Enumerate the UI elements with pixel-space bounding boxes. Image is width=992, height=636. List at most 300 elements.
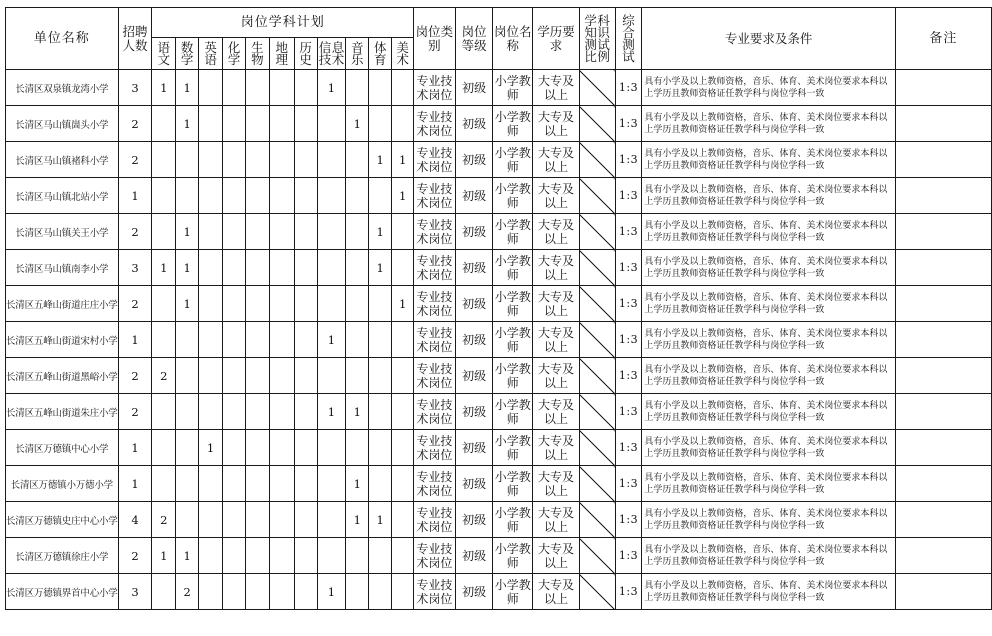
subject-count: 1	[369, 502, 392, 538]
subject-count	[294, 142, 317, 178]
subject-count	[294, 466, 317, 502]
subject-count	[245, 286, 269, 322]
subject-count	[245, 466, 269, 502]
subject-count	[269, 574, 294, 610]
header-subject: 语文	[152, 38, 176, 70]
subject-count	[152, 322, 176, 358]
post-level: 初级	[455, 430, 493, 466]
subject-count	[317, 178, 346, 214]
table-row	[6, 286, 992, 322]
remarks-cell	[895, 358, 991, 394]
subject-count: 1	[369, 142, 392, 178]
recruit-count: 1	[118, 178, 152, 214]
header-post-type: 岗位类别	[414, 8, 456, 70]
subject-count	[245, 394, 269, 430]
post-type: 专业技术岗位	[414, 394, 456, 430]
knowledge-ratio-empty	[579, 358, 615, 394]
education-requirement: 大专及以上	[533, 394, 580, 430]
recruit-count: 2	[118, 286, 152, 322]
recruit-count: 2	[118, 394, 152, 430]
table-row	[6, 502, 992, 538]
requirements-text: 具有小学及以上教师资格，音乐、体育、美术岗位要求本科以上学历且教师资格证任教学科与岗位学科一致	[642, 70, 895, 106]
subject-count	[223, 214, 246, 250]
table-row	[6, 430, 992, 466]
subject-count	[346, 250, 369, 286]
subject-count: 1	[369, 214, 392, 250]
knowledge-ratio-empty	[579, 142, 615, 178]
subject-count	[369, 70, 392, 106]
post-level: 初级	[455, 250, 493, 286]
remarks-cell	[895, 106, 991, 142]
post-level: 初级	[455, 106, 493, 142]
post-level: 初级	[455, 70, 493, 106]
subject-count	[346, 142, 369, 178]
test-ratio: 1:3	[615, 394, 642, 430]
subject-count	[152, 106, 176, 142]
header-post-name: 岗位名称	[493, 8, 533, 70]
recruit-count: 3	[118, 70, 152, 106]
education-requirement: 大专及以上	[533, 466, 580, 502]
remarks-cell	[895, 502, 991, 538]
school-name: 长清区万德镇小万德小学	[6, 466, 119, 502]
remarks-cell	[895, 538, 991, 574]
test-ratio: 1:3	[615, 322, 642, 358]
test-ratio: 1:3	[615, 70, 642, 106]
school-name: 长清区双泉镇龙湾小学	[6, 70, 119, 106]
remarks-cell	[895, 214, 991, 250]
remarks-cell	[895, 466, 991, 502]
test-ratio: 1:3	[615, 178, 642, 214]
subject-count: 1	[152, 250, 176, 286]
subject-count	[199, 502, 223, 538]
school-name: 长清区五峰山街道朱庄小学	[6, 394, 119, 430]
subject-count	[245, 430, 269, 466]
knowledge-ratio-empty	[579, 430, 615, 466]
subject-count	[392, 214, 414, 250]
subject-count: 1	[346, 394, 369, 430]
post-name: 小学教师	[493, 70, 533, 106]
subject-count	[346, 70, 369, 106]
knowledge-ratio-empty	[579, 286, 615, 322]
post-level: 初级	[455, 466, 493, 502]
subject-count: 1	[346, 106, 369, 142]
header-requirements: 专业要求及条件	[642, 8, 895, 70]
subject-count	[317, 106, 346, 142]
remarks-cell	[895, 430, 991, 466]
subject-count	[369, 466, 392, 502]
header-comprehensive-test: 综合测试	[615, 8, 642, 70]
subject-count	[346, 358, 369, 394]
subject-count	[199, 142, 223, 178]
education-requirement: 大专及以上	[533, 538, 580, 574]
test-ratio: 1:3	[615, 214, 642, 250]
subject-count	[369, 106, 392, 142]
knowledge-ratio-empty	[579, 502, 615, 538]
subject-count	[223, 178, 246, 214]
subject-count	[269, 322, 294, 358]
remarks-cell	[895, 394, 991, 430]
knowledge-ratio-empty	[579, 106, 615, 142]
table-row	[6, 394, 992, 430]
remarks-cell	[895, 322, 991, 358]
subject-count	[223, 358, 246, 394]
post-type: 专业技术岗位	[414, 106, 456, 142]
post-name: 小学教师	[493, 430, 533, 466]
requirements-text: 具有小学及以上教师资格，音乐、体育、美术岗位要求本科以上学历且教师资格证任教学科与岗位学科一致	[642, 358, 895, 394]
subject-count	[245, 538, 269, 574]
post-level: 初级	[455, 358, 493, 394]
header-subject: 生物	[245, 38, 269, 70]
requirements-text: 具有小学及以上教师资格，音乐、体育、美术岗位要求本科以上学历且教师资格证任教学科与岗位学科一致	[642, 178, 895, 214]
subject-count	[317, 286, 346, 322]
knowledge-ratio-empty	[579, 394, 615, 430]
subject-count	[199, 106, 223, 142]
subject-count	[199, 214, 223, 250]
table-row	[6, 178, 992, 214]
subject-count	[176, 430, 199, 466]
subject-count: 1	[392, 178, 414, 214]
subject-count	[317, 250, 346, 286]
subject-count	[346, 430, 369, 466]
subject-count	[199, 538, 223, 574]
table-row	[6, 466, 992, 502]
header-post-level: 岗位等级	[455, 8, 493, 70]
subject-count: 1	[152, 70, 176, 106]
subject-count	[223, 322, 246, 358]
requirements-text: 具有小学及以上教师资格，音乐、体育、美术岗位要求本科以上学历且教师资格证任教学科与岗位学科一致	[642, 466, 895, 502]
requirements-text: 具有小学及以上教师资格，音乐、体育、美术岗位要求本科以上学历且教师资格证任教学科与岗位学科一致	[642, 250, 895, 286]
test-ratio: 1:3	[615, 430, 642, 466]
recruit-count: 3	[118, 250, 152, 286]
post-type: 专业技术岗位	[414, 142, 456, 178]
table-body	[6, 70, 992, 610]
subject-count	[199, 178, 223, 214]
subject-count: 1	[176, 286, 199, 322]
knowledge-ratio-empty	[579, 70, 615, 106]
subject-count	[369, 574, 392, 610]
school-name: 长清区五峰山街道庄庄小学	[6, 286, 119, 322]
school-name: 长清区马山镇关王小学	[6, 214, 119, 250]
subject-count: 2	[176, 574, 199, 610]
post-level: 初级	[455, 142, 493, 178]
subject-count: 1	[199, 430, 223, 466]
subject-count	[199, 358, 223, 394]
recruit-count: 2	[118, 142, 152, 178]
education-requirement: 大专及以上	[533, 214, 580, 250]
post-level: 初级	[455, 502, 493, 538]
subject-count	[317, 430, 346, 466]
knowledge-ratio-empty	[579, 250, 615, 286]
subject-count	[346, 322, 369, 358]
header-recruit-count: 招聘人数	[118, 8, 152, 70]
post-level: 初级	[455, 286, 493, 322]
recruit-count: 2	[118, 106, 152, 142]
school-name: 长清区马山镇褚科小学	[6, 142, 119, 178]
header-knowledge-ratio: 学科知识测试比例	[579, 8, 615, 70]
header-unit-name: 单位名称	[6, 8, 119, 70]
post-name: 小学教师	[493, 394, 533, 430]
subject-count	[294, 286, 317, 322]
knowledge-ratio-empty	[579, 466, 615, 502]
post-type: 专业技术岗位	[414, 70, 456, 106]
subject-count: 1	[346, 502, 369, 538]
knowledge-ratio-empty	[579, 538, 615, 574]
subject-count	[294, 538, 317, 574]
remarks-cell	[895, 250, 991, 286]
subject-count: 2	[152, 502, 176, 538]
school-name: 长清区万德镇界首中心小学	[6, 574, 119, 610]
subject-count	[245, 70, 269, 106]
subject-count	[369, 358, 392, 394]
subject-count	[245, 574, 269, 610]
subject-count	[369, 430, 392, 466]
subject-count	[199, 322, 223, 358]
header-subject: 历史	[294, 38, 317, 70]
subject-count	[346, 538, 369, 574]
table-row	[6, 70, 992, 106]
post-level: 初级	[455, 538, 493, 574]
header-subject-plan: 岗位学科计划	[152, 8, 414, 38]
subject-count	[392, 502, 414, 538]
school-name: 长清区马山镇南李小学	[6, 250, 119, 286]
subject-count	[317, 214, 346, 250]
subject-count	[269, 250, 294, 286]
subject-count	[269, 142, 294, 178]
education-requirement: 大专及以上	[533, 178, 580, 214]
subject-count	[346, 214, 369, 250]
requirements-text: 具有小学及以上教师资格，音乐、体育、美术岗位要求本科以上学历且教师资格证任教学科与岗位学科一致	[642, 106, 895, 142]
subject-count	[223, 286, 246, 322]
subject-count	[269, 70, 294, 106]
post-type: 专业技术岗位	[414, 430, 456, 466]
subject-count	[369, 286, 392, 322]
subject-count	[369, 322, 392, 358]
education-requirement: 大专及以上	[533, 322, 580, 358]
recruit-count: 4	[118, 502, 152, 538]
subject-count	[223, 574, 246, 610]
subject-count: 1	[392, 286, 414, 322]
subject-count	[245, 214, 269, 250]
school-name: 长清区万德镇中心小学	[6, 430, 119, 466]
subject-count: 1	[317, 394, 346, 430]
subject-count	[223, 502, 246, 538]
subject-count	[294, 574, 317, 610]
requirements-text: 具有小学及以上教师资格，音乐、体育、美术岗位要求本科以上学历且教师资格证任教学科与岗位学科一致	[642, 430, 895, 466]
subject-count	[294, 322, 317, 358]
subject-count	[176, 142, 199, 178]
post-name: 小学教师	[493, 178, 533, 214]
knowledge-ratio-empty	[579, 214, 615, 250]
test-ratio: 1:3	[615, 250, 642, 286]
subject-count	[269, 214, 294, 250]
subject-count	[223, 538, 246, 574]
subject-count	[223, 70, 246, 106]
requirements-text: 具有小学及以上教师资格，音乐、体育、美术岗位要求本科以上学历且教师资格证任教学科与岗位学科一致	[642, 394, 895, 430]
table-row	[6, 322, 992, 358]
subject-count	[346, 286, 369, 322]
header-subject: 信息技术	[317, 38, 346, 70]
subject-count	[392, 358, 414, 394]
post-name: 小学教师	[493, 322, 533, 358]
subject-count	[199, 466, 223, 502]
subject-count	[152, 466, 176, 502]
table-row	[6, 214, 992, 250]
subject-count	[317, 358, 346, 394]
knowledge-ratio-empty	[579, 178, 615, 214]
post-level: 初级	[455, 394, 493, 430]
knowledge-ratio-empty	[579, 322, 615, 358]
post-type: 专业技术岗位	[414, 574, 456, 610]
subject-count	[152, 286, 176, 322]
post-name: 小学教师	[493, 250, 533, 286]
subject-count	[245, 142, 269, 178]
subject-count: 1	[176, 214, 199, 250]
subject-count	[294, 358, 317, 394]
post-level: 初级	[455, 574, 493, 610]
subject-count	[245, 250, 269, 286]
header-subject: 音乐	[346, 38, 369, 70]
subject-count	[294, 502, 317, 538]
table-row	[6, 106, 992, 142]
subject-count	[199, 250, 223, 286]
post-name: 小学教师	[493, 538, 533, 574]
subject-count: 1	[176, 70, 199, 106]
school-name: 长清区五峰山街道黑峪小学	[6, 358, 119, 394]
education-requirement: 大专及以上	[533, 142, 580, 178]
remarks-cell	[895, 286, 991, 322]
recruitment-table	[5, 7, 992, 610]
subject-count	[199, 394, 223, 430]
subject-count: 1	[346, 466, 369, 502]
header-subject: 地理	[269, 38, 294, 70]
requirements-text: 具有小学及以上教师资格，音乐、体育、美术岗位要求本科以上学历且教师资格证任教学科与岗位学科一致	[642, 574, 895, 610]
post-type: 专业技术岗位	[414, 286, 456, 322]
post-name: 小学教师	[493, 106, 533, 142]
subject-count	[176, 394, 199, 430]
table-row	[6, 358, 992, 394]
test-ratio: 1:3	[615, 538, 642, 574]
subject-count	[269, 466, 294, 502]
remarks-cell	[895, 178, 991, 214]
post-name: 小学教师	[493, 502, 533, 538]
post-type: 专业技术岗位	[414, 502, 456, 538]
recruitment-table-container	[5, 7, 992, 610]
education-requirement: 大专及以上	[533, 106, 580, 142]
subject-count	[269, 178, 294, 214]
subject-count	[294, 178, 317, 214]
post-name: 小学教师	[493, 466, 533, 502]
post-level: 初级	[455, 178, 493, 214]
subject-count	[245, 358, 269, 394]
subject-count: 2	[152, 358, 176, 394]
remarks-cell	[895, 142, 991, 178]
subject-count	[269, 286, 294, 322]
remarks-cell	[895, 574, 991, 610]
subject-count	[317, 466, 346, 502]
subject-count	[152, 214, 176, 250]
requirements-text: 具有小学及以上教师资格，音乐、体育、美术岗位要求本科以上学历且教师资格证任教学科与岗位学科一致	[642, 322, 895, 358]
subject-count	[223, 250, 246, 286]
post-type: 专业技术岗位	[414, 250, 456, 286]
subject-count	[392, 70, 414, 106]
subject-count	[317, 502, 346, 538]
subject-count	[245, 322, 269, 358]
subject-count	[176, 466, 199, 502]
subject-count	[269, 502, 294, 538]
recruit-count: 2	[118, 214, 152, 250]
recruit-count: 2	[118, 538, 152, 574]
table-row	[6, 538, 992, 574]
test-ratio: 1:3	[615, 574, 642, 610]
subject-count	[269, 430, 294, 466]
subject-count	[152, 178, 176, 214]
subject-count	[152, 142, 176, 178]
requirements-text: 具有小学及以上教师资格，音乐、体育、美术岗位要求本科以上学历且教师资格证任教学科与岗位学科一致	[642, 142, 895, 178]
test-ratio: 1:3	[615, 286, 642, 322]
table-row	[6, 142, 992, 178]
subject-count	[176, 358, 199, 394]
subject-count	[176, 178, 199, 214]
school-name: 长清区万德镇徐庄小学	[6, 538, 119, 574]
school-name: 长清区马山镇崮头小学	[6, 106, 119, 142]
subject-count: 1	[152, 538, 176, 574]
subject-count	[346, 574, 369, 610]
subject-count	[392, 394, 414, 430]
subject-count	[317, 538, 346, 574]
subject-count	[392, 538, 414, 574]
education-requirement: 大专及以上	[533, 250, 580, 286]
subject-count	[223, 466, 246, 502]
header-subject: 体育	[369, 38, 392, 70]
subject-count	[392, 430, 414, 466]
subject-count	[223, 142, 246, 178]
subject-count: 1	[392, 142, 414, 178]
subject-count	[269, 538, 294, 574]
subject-count: 1	[317, 574, 346, 610]
subject-count	[392, 250, 414, 286]
recruit-count: 1	[118, 430, 152, 466]
test-ratio: 1:3	[615, 502, 642, 538]
table-row	[6, 250, 992, 286]
subject-count	[294, 106, 317, 142]
post-level: 初级	[455, 214, 493, 250]
subject-count	[269, 358, 294, 394]
post-name: 小学教师	[493, 142, 533, 178]
education-requirement: 大专及以上	[533, 502, 580, 538]
requirements-text: 具有小学及以上教师资格，音乐、体育、美术岗位要求本科以上学历且教师资格证任教学科与岗位学科一致	[642, 538, 895, 574]
post-name: 小学教师	[493, 358, 533, 394]
recruit-count: 3	[118, 574, 152, 610]
education-requirement: 大专及以上	[533, 358, 580, 394]
subject-count	[294, 430, 317, 466]
subject-count	[245, 178, 269, 214]
header-subject: 美术	[392, 38, 414, 70]
subject-count: 1	[317, 322, 346, 358]
table-row	[6, 574, 992, 610]
subject-count	[294, 394, 317, 430]
subject-count	[369, 178, 392, 214]
recruit-count: 2	[118, 358, 152, 394]
subject-count	[294, 214, 317, 250]
recruit-count: 1	[118, 466, 152, 502]
test-ratio: 1:3	[615, 358, 642, 394]
knowledge-ratio-empty	[579, 574, 615, 610]
subject-count	[245, 106, 269, 142]
subject-count	[369, 394, 392, 430]
post-name: 小学教师	[493, 214, 533, 250]
table-header	[6, 8, 992, 70]
requirements-text: 具有小学及以上教师资格，音乐、体育、美术岗位要求本科以上学历且教师资格证任教学科与岗位学科一致	[642, 214, 895, 250]
